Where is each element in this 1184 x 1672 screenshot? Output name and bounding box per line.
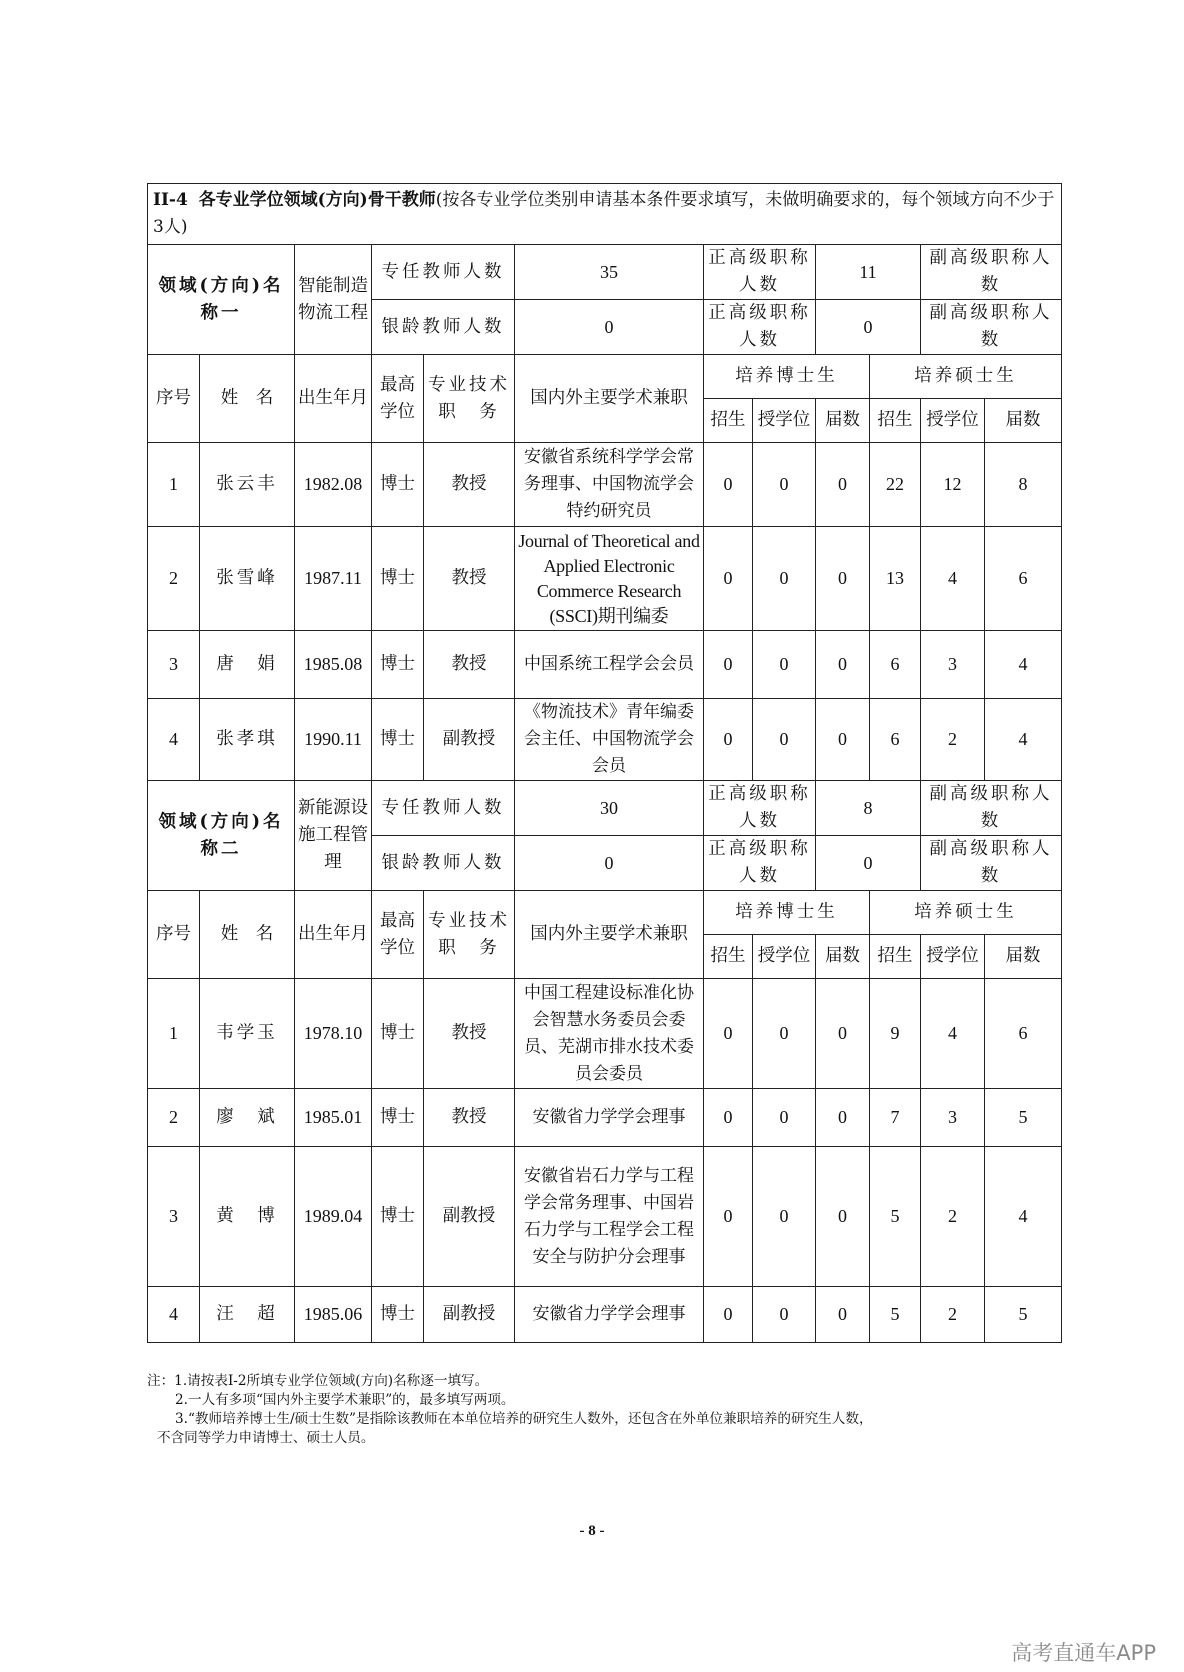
note-3: 3.“教师培养博士生/硕士生数”是指除该教师在本单位培养的研究生人数外，还包含在外单位兼职培养的研究生人数， — [175, 1411, 873, 1427]
teacher-affiliation: 安徽省力学学会理事 — [515, 1287, 704, 1343]
teacher-ms-grant: 3 — [921, 1089, 985, 1147]
teacher-phd-enroll: 0 — [704, 443, 753, 527]
teacher-ms-grant: 2 — [921, 1287, 985, 1343]
fulltime-count: 30 — [515, 781, 704, 836]
teacher-ms-enroll: 9 — [870, 979, 921, 1089]
header-birth: 出生年月 — [295, 355, 372, 443]
header-phd-enroll: 招生 — [704, 399, 753, 443]
teacher-seq: 3 — [148, 631, 200, 699]
teacher-ms-classes: 5 — [985, 1287, 1062, 1343]
teacher-affiliation: 安徽省岩石力学与工程学会常务理事、中国岩石力学与工程学会工程安全与防护分会理事 — [515, 1147, 704, 1287]
teacher-phd-classes: 0 — [816, 443, 870, 527]
teacher-phd-grant: 0 — [753, 1287, 816, 1343]
teacher-affiliation: 中国系统工程学会会员 — [515, 631, 704, 699]
teacher-title: 教授 — [424, 443, 515, 527]
teacher-seq: 2 — [148, 1089, 200, 1147]
teacher-ms-grant: 4 — [921, 979, 985, 1089]
silver-label: 银龄教师人数 — [372, 300, 515, 355]
teacher-phd-enroll: 0 — [704, 1287, 753, 1343]
notes — [147, 1372, 1067, 1448]
teacher-seq: 2 — [148, 527, 200, 631]
teacher-phd-classes: 0 — [816, 1147, 870, 1287]
teacher-phd-grant: 0 — [753, 1147, 816, 1287]
header-title: 专业技术职 务 — [424, 355, 515, 443]
silver-count: 0 — [515, 300, 704, 355]
silver-count: 0 — [515, 836, 704, 891]
teacher-ms-classes: 4 — [985, 699, 1062, 781]
teacher-affiliation: 安徽省系统科学学会常务理事、中国物流学会特约研究员 — [515, 443, 704, 527]
teacher-name: 黄 博 — [200, 1147, 295, 1287]
header-master-grant: 授学位 — [921, 935, 985, 979]
teacher-affiliation: 安徽省力学学会理事 — [515, 1089, 704, 1147]
teacher-phd-enroll: 0 — [704, 979, 753, 1089]
header-master: 培养硕士生 — [870, 891, 1062, 935]
teacher-ms-grant: 2 — [921, 699, 985, 781]
silver-senior-count: 0 — [816, 836, 921, 891]
teacher-seq: 1 — [148, 443, 200, 527]
table-title — [148, 184, 1062, 245]
silver-deputy-label: 副高级职称人数 — [921, 300, 1062, 355]
teacher-ms-classes: 4 — [985, 631, 1062, 699]
table-row — [148, 979, 1062, 1089]
header-name: 姓 名 — [200, 355, 295, 443]
senior-count: 11 — [816, 245, 921, 300]
teacher-degree: 博士 — [372, 631, 424, 699]
teacher-phd-classes: 0 — [816, 699, 870, 781]
table-title-bold: 各专业学位领域(方向)骨干教师 — [198, 190, 436, 210]
header-affiliation: 国内外主要学术兼职 — [515, 891, 704, 979]
teacher-phd-enroll: 0 — [704, 1147, 753, 1287]
senior-count: 8 — [816, 781, 921, 836]
table-title-note: (按各专业学位类别申请基本条件要求填写，未做明确要求的，每个领域方向不少于3人) — [153, 190, 1055, 237]
header-phd-classes: 届数 — [816, 399, 870, 443]
silver-senior-count: 0 — [816, 300, 921, 355]
teacher-title: 教授 — [424, 1089, 515, 1147]
teacher-phd-classes: 0 — [816, 979, 870, 1089]
senior-label: 正高级职称人数 — [704, 245, 816, 300]
teacher-ms-grant: 2 — [921, 1147, 985, 1287]
header-phd-grant: 授学位 — [753, 399, 816, 443]
table-row — [148, 527, 1062, 631]
senior-label: 正高级职称人数 — [704, 781, 816, 836]
page-number: - 8 - — [579, 1523, 605, 1539]
teacher-name: 张雪峰 — [200, 527, 295, 631]
table-row — [148, 1287, 1062, 1343]
teacher-ms-enroll: 22 — [870, 443, 921, 527]
note-4: 不含同等学力申请博士、硕士人员。 — [157, 1430, 375, 1446]
teacher-ms-enroll: 5 — [870, 1147, 921, 1287]
table-row — [148, 1147, 1062, 1287]
header-degree: 最高学位 — [372, 355, 424, 443]
header-master-classes: 届数 — [985, 935, 1062, 979]
teacher-title: 副教授 — [424, 699, 515, 781]
header-degree: 最高学位 — [372, 891, 424, 979]
teacher-phd-enroll: 0 — [704, 631, 753, 699]
teacher-birth: 1985.06 — [295, 1287, 372, 1343]
teacher-phd-grant: 0 — [753, 1089, 816, 1147]
teacher-ms-enroll: 6 — [870, 631, 921, 699]
teacher-seq: 3 — [148, 1147, 200, 1287]
header-phd: 培养博士生 — [704, 355, 870, 399]
teacher-ms-classes: 6 — [985, 527, 1062, 631]
teacher-ms-classes: 5 — [985, 1089, 1062, 1147]
teacher-name: 唐 娟 — [200, 631, 295, 699]
teacher-birth: 1987.11 — [295, 527, 372, 631]
teacher-phd-grant: 0 — [753, 631, 816, 699]
teacher-seq: 4 — [148, 699, 200, 781]
teacher-affiliation: 中国工程建设标准化协会智慧水务委员会委员、芜湖市排水技术委员会委员 — [515, 979, 704, 1089]
field-label: 领域(方向)名称二 — [148, 781, 295, 891]
teacher-ms-classes: 6 — [985, 979, 1062, 1089]
header-phd-enroll: 招生 — [704, 935, 753, 979]
header-title: 专业技术职 务 — [424, 891, 515, 979]
teacher-name: 张孝琪 — [200, 699, 295, 781]
teacher-ms-grant: 12 — [921, 443, 985, 527]
silver-label: 银龄教师人数 — [372, 836, 515, 891]
silver-senior-label: 正高级职称人数 — [704, 300, 816, 355]
teacher-ms-classes: 4 — [985, 1147, 1062, 1287]
teacher-phd-classes: 0 — [816, 1287, 870, 1343]
teacher-ms-enroll: 6 — [870, 699, 921, 781]
header-master-enroll: 招生 — [870, 399, 921, 443]
teacher-degree: 博士 — [372, 527, 424, 631]
header-master-enroll: 招生 — [870, 935, 921, 979]
teacher-birth: 1990.11 — [295, 699, 372, 781]
teacher-phd-enroll: 0 — [704, 527, 753, 631]
teacher-phd-classes: 0 — [816, 631, 870, 699]
note-2: 2.一人有多项“国内外主要学术兼职”的，最多填写两项。 — [175, 1392, 515, 1408]
table-code: II-4 — [153, 190, 188, 210]
teacher-birth: 1982.08 — [295, 443, 372, 527]
teacher-title: 教授 — [424, 527, 515, 631]
teacher-name: 廖 斌 — [200, 1089, 295, 1147]
teacher-title: 教授 — [424, 631, 515, 699]
teacher-birth: 1985.08 — [295, 631, 372, 699]
teacher-birth: 1989.04 — [295, 1147, 372, 1287]
teacher-ms-enroll: 13 — [870, 527, 921, 631]
teacher-ms-enroll: 7 — [870, 1089, 921, 1147]
teacher-phd-grant: 0 — [753, 979, 816, 1089]
teacher-seq: 1 — [148, 979, 200, 1089]
teacher-phd-enroll: 0 — [704, 699, 753, 781]
header-master: 培养硕士生 — [870, 355, 1062, 399]
silver-senior-label: 正高级职称人数 — [704, 836, 816, 891]
header-phd-grant: 授学位 — [753, 935, 816, 979]
header-birth: 出生年月 — [295, 891, 372, 979]
header-seq: 序号 — [148, 891, 200, 979]
teacher-degree: 博士 — [372, 979, 424, 1089]
deputy-label: 副高级职称人数 — [921, 781, 1062, 836]
backbone-teachers-table — [147, 183, 1062, 1343]
teacher-phd-grant: 0 — [753, 527, 816, 631]
teacher-title: 副教授 — [424, 1287, 515, 1343]
teacher-name: 韦学玉 — [200, 979, 295, 1089]
teacher-degree: 博士 — [372, 1089, 424, 1147]
deputy-label: 副高级职称人数 — [921, 245, 1062, 300]
teacher-phd-grant: 0 — [753, 699, 816, 781]
header-affiliation: 国内外主要学术兼职 — [515, 355, 704, 443]
teacher-phd-classes: 0 — [816, 527, 870, 631]
teacher-title: 教授 — [424, 979, 515, 1089]
teacher-degree: 博士 — [372, 1287, 424, 1343]
teacher-phd-grant: 0 — [753, 443, 816, 527]
field-name: 新能源设施工程管理 — [295, 781, 372, 891]
header-phd: 培养博士生 — [704, 891, 870, 935]
fulltime-label: 专任教师人数 — [372, 781, 515, 836]
table-row — [148, 1089, 1062, 1147]
teacher-ms-grant: 3 — [921, 631, 985, 699]
table-row — [148, 631, 1062, 699]
header-seq: 序号 — [148, 355, 200, 443]
fulltime-count: 35 — [515, 245, 704, 300]
field-label: 领域(方向)名称一 — [148, 245, 295, 355]
teacher-birth: 1985.01 — [295, 1089, 372, 1147]
teacher-ms-classes: 8 — [985, 443, 1062, 527]
field-name: 智能制造物流工程 — [295, 245, 372, 355]
silver-deputy-label: 副高级职称人数 — [921, 836, 1062, 891]
teacher-name: 汪 超 — [200, 1287, 295, 1343]
teacher-degree: 博士 — [372, 699, 424, 781]
watermark: 高考直通车APP — [1011, 1641, 1156, 1665]
header-master-grant: 授学位 — [921, 399, 985, 443]
teacher-phd-classes: 0 — [816, 1089, 870, 1147]
teacher-ms-enroll: 5 — [870, 1287, 921, 1343]
teacher-degree: 博士 — [372, 443, 424, 527]
header-phd-classes: 届数 — [816, 935, 870, 979]
table-row — [148, 443, 1062, 527]
teacher-ms-grant: 4 — [921, 527, 985, 631]
teacher-degree: 博士 — [372, 1147, 424, 1287]
teacher-affiliation: Journal of Theoretical and Applied Electronic Commerce Research (SSCI)期刊编委 — [515, 527, 704, 631]
teacher-birth: 1978.10 — [295, 979, 372, 1089]
note-1: 注：1.请按表I-2所填专业学位领域(方向)名称逐一填写。 — [147, 1373, 489, 1389]
teacher-seq: 4 — [148, 1287, 200, 1343]
header-master-classes: 届数 — [985, 399, 1062, 443]
table-row — [148, 699, 1062, 781]
teacher-phd-enroll: 0 — [704, 1089, 753, 1147]
fulltime-label: 专任教师人数 — [372, 245, 515, 300]
teacher-name: 张云丰 — [200, 443, 295, 527]
header-name: 姓 名 — [200, 891, 295, 979]
teacher-affiliation: 《物流技术》青年编委会主任、中国物流学会会员 — [515, 699, 704, 781]
teacher-title: 副教授 — [424, 1147, 515, 1287]
